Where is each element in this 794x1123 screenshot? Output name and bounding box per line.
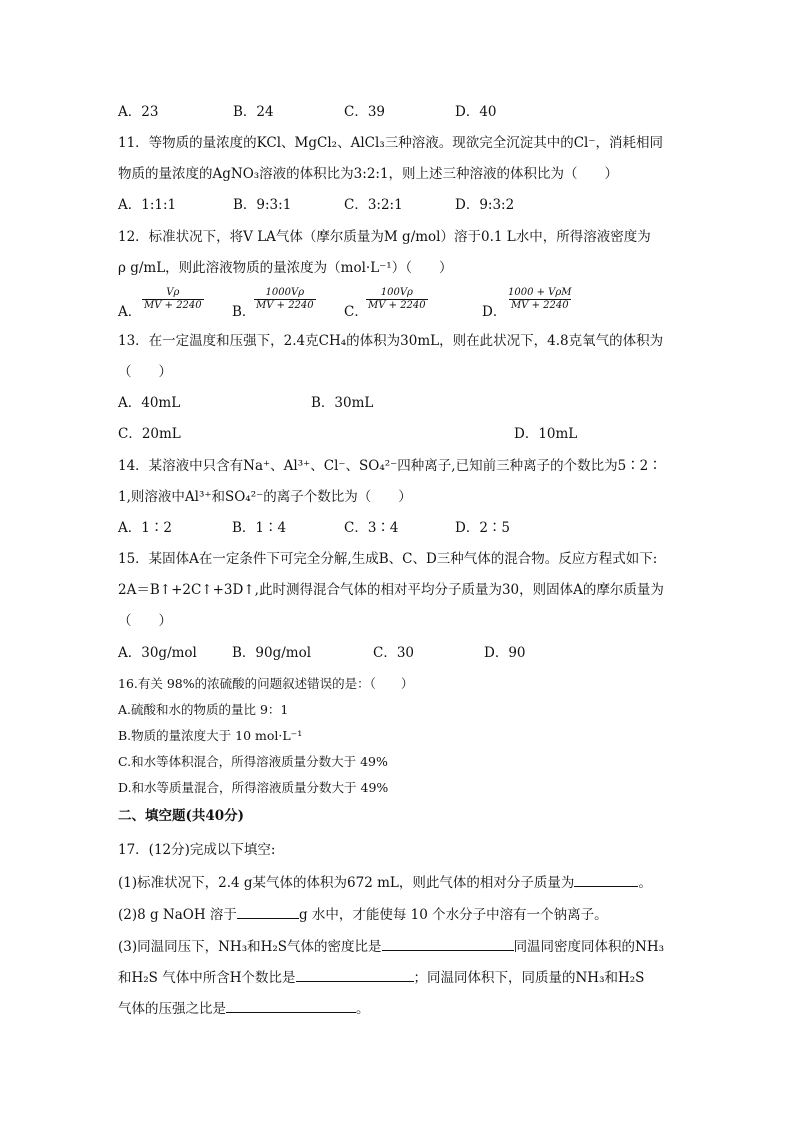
fraction-numerator: Vρ xyxy=(166,287,180,298)
q13-stem-line1: 13．在一定温度和压强下，2.4克CH₄的体积为30mL，则在此状况下，4.8克氧气的体积为 xyxy=(118,333,664,349)
q17-part2 xyxy=(118,904,608,925)
q13-stem-line2: （ ） xyxy=(118,364,172,380)
q16-option-c: C.和水等体积混合，所得溶液质量分数大于 49% xyxy=(118,754,388,769)
q15-stem-line2: 2A＝B↑+2C↑+3D↑,此时测得混合气体的相对平均分子质量为30，则固体A的摩尔质量为 xyxy=(118,582,664,598)
q11-option-c: C．3:2:1 xyxy=(344,197,403,213)
answer-blank[interactable] xyxy=(296,967,414,982)
q10-option-c: C．39 xyxy=(344,104,386,120)
q15-option-c: C．30 xyxy=(373,645,415,661)
q17-part3-text2: 同温同密度同体积的NH₃ xyxy=(513,939,665,955)
q17-part3-end: 。 xyxy=(356,1001,370,1017)
q17-part2-end: g 水中，才能使每 10 个水分子中溶有一个钠离子。 xyxy=(298,907,608,923)
q17-part3-text4: ；同温同体积下，同质量的NH₃和H₂S xyxy=(413,970,645,986)
q16-stem: 16.有关 98%的浓硫酸的问题叙述错误的是：（ ） xyxy=(118,676,414,691)
q12-option-c-label: C． xyxy=(344,304,368,320)
q11-option-b: B．9:3:1 xyxy=(233,197,292,213)
q17-part3-text5: 气体的压强之比是 xyxy=(118,1001,226,1017)
q17-part1 xyxy=(118,872,652,893)
q11-option-d: D．9:3:2 xyxy=(455,197,515,213)
q17-part1-text: (1)标准状况下，2.4 g某气体的体积为672 mL，则此气体的相对分子质量为 xyxy=(118,875,575,891)
q17-stem: 17．(12分)完成以下填空: xyxy=(118,842,276,858)
q15-stem-line1: 15．某固体A在一定条件下可完全分解,生成B、C、D三种气体的混合物。反应方程式如下: xyxy=(118,551,658,567)
q12-option-b-fraction xyxy=(254,287,316,312)
q15-option-d: D．90 xyxy=(484,645,526,661)
q14-option-a: A．1∶2 xyxy=(118,520,172,536)
fraction-numerator: 1000Vρ xyxy=(265,287,305,298)
q17-part3-text1: (3)同温同压下，NH₃和H₂S气体的密度比是 xyxy=(118,939,382,955)
q13-option-a: A．40mL xyxy=(118,395,181,411)
fraction-denominator: MV + 2240 xyxy=(256,300,314,311)
q12-stem-line2: ρ g/mL，则此溶液物质的量浓度为（mol·L⁻¹）（ ） xyxy=(118,260,453,276)
q11-option-a: A．1:1:1 xyxy=(118,197,177,213)
section-heading: 二、填空题(共40分) xyxy=(118,808,245,824)
q10-option-d: D．40 xyxy=(455,104,497,120)
q10-option-a: A．23 xyxy=(118,104,159,120)
q14-stem-line2: 1,则溶液中Al³⁺和SO₄²⁻的离子个数比为（ ） xyxy=(118,489,412,505)
q14-option-c: C．3∶4 xyxy=(344,520,399,536)
fraction-numerator: 100Vρ xyxy=(380,287,413,298)
fraction-denominator: MV + 2240 xyxy=(510,300,569,311)
fraction-denominator: MV + 2240 xyxy=(368,300,426,311)
q17-part3-line3 xyxy=(118,998,370,1019)
q12-option-a-label: A． xyxy=(118,304,142,320)
q15-option-b: B．90g/mol xyxy=(232,645,312,661)
q17-part2-text: (2)8 g NaOH 溶于 xyxy=(118,907,237,923)
fraction-numerator: 1000 + VρM xyxy=(508,287,572,298)
q17-part1-end: 。 xyxy=(638,875,652,891)
q15-stem-line3: （ ） xyxy=(118,613,172,629)
q14-option-d: D．2∶5 xyxy=(455,520,511,536)
answer-blank[interactable] xyxy=(226,998,356,1013)
q11-stem-line1: 11．等物质的量浓度的KCl、MgCl₂、AlCl₃三种溶液。现欲完全沉淀其中的Cl⁻，消耗相同 xyxy=(118,135,663,151)
q16-option-b: B.物质的量浓度大于 10 mol·L⁻¹ xyxy=(118,728,303,743)
q17-part3-line2 xyxy=(118,967,644,988)
q12-option-c-fraction xyxy=(366,287,428,312)
q16-option-a: A.硫酸和水的物质的量比 9：1 xyxy=(118,702,289,717)
q10-option-b: B．24 xyxy=(233,104,274,120)
q11-stem-line2: 物质的量浓度的AgNO₃溶液的体积比为3:2:1，则上述三种溶液的体积比为（ ） xyxy=(118,166,619,182)
q14-option-b: B．1∶4 xyxy=(232,520,287,536)
fraction-denominator: MV + 2240 xyxy=(144,300,202,311)
q17-part3-text3: 和H₂S 气体中所含H个数比是 xyxy=(118,970,296,986)
q12-option-b-label: B． xyxy=(232,304,256,320)
answer-blank[interactable] xyxy=(237,904,299,919)
answer-blank[interactable] xyxy=(574,872,638,887)
q17-part3-line1 xyxy=(118,936,664,957)
answer-blank[interactable] xyxy=(382,936,514,951)
q14-stem-line1: 14．某溶液中只含有Na⁺、Al³⁺、Cl⁻、SO₄²⁻四种离子,已知前三种离子的个数比为5∶2∶ xyxy=(118,458,662,474)
q12-stem-line1: 12．标准状况下，将V LA气体（摩尔质量为M g/mol）溶于0.1 L水中，所得溶液密度为 xyxy=(118,229,651,245)
q12-option-a-fraction xyxy=(142,287,204,312)
q16-option-d: D.和水等质量混合，所得溶液质量分数大于 49% xyxy=(118,780,389,795)
q12-option-d-fraction xyxy=(506,287,574,312)
q13-option-b: B．30mL xyxy=(311,395,374,411)
q12-option-d-label: D． xyxy=(482,304,507,320)
q13-option-c: C．20mL xyxy=(118,426,181,442)
q15-option-a: A．30g/mol xyxy=(118,645,197,661)
q13-option-d: D．10mL xyxy=(514,426,578,442)
